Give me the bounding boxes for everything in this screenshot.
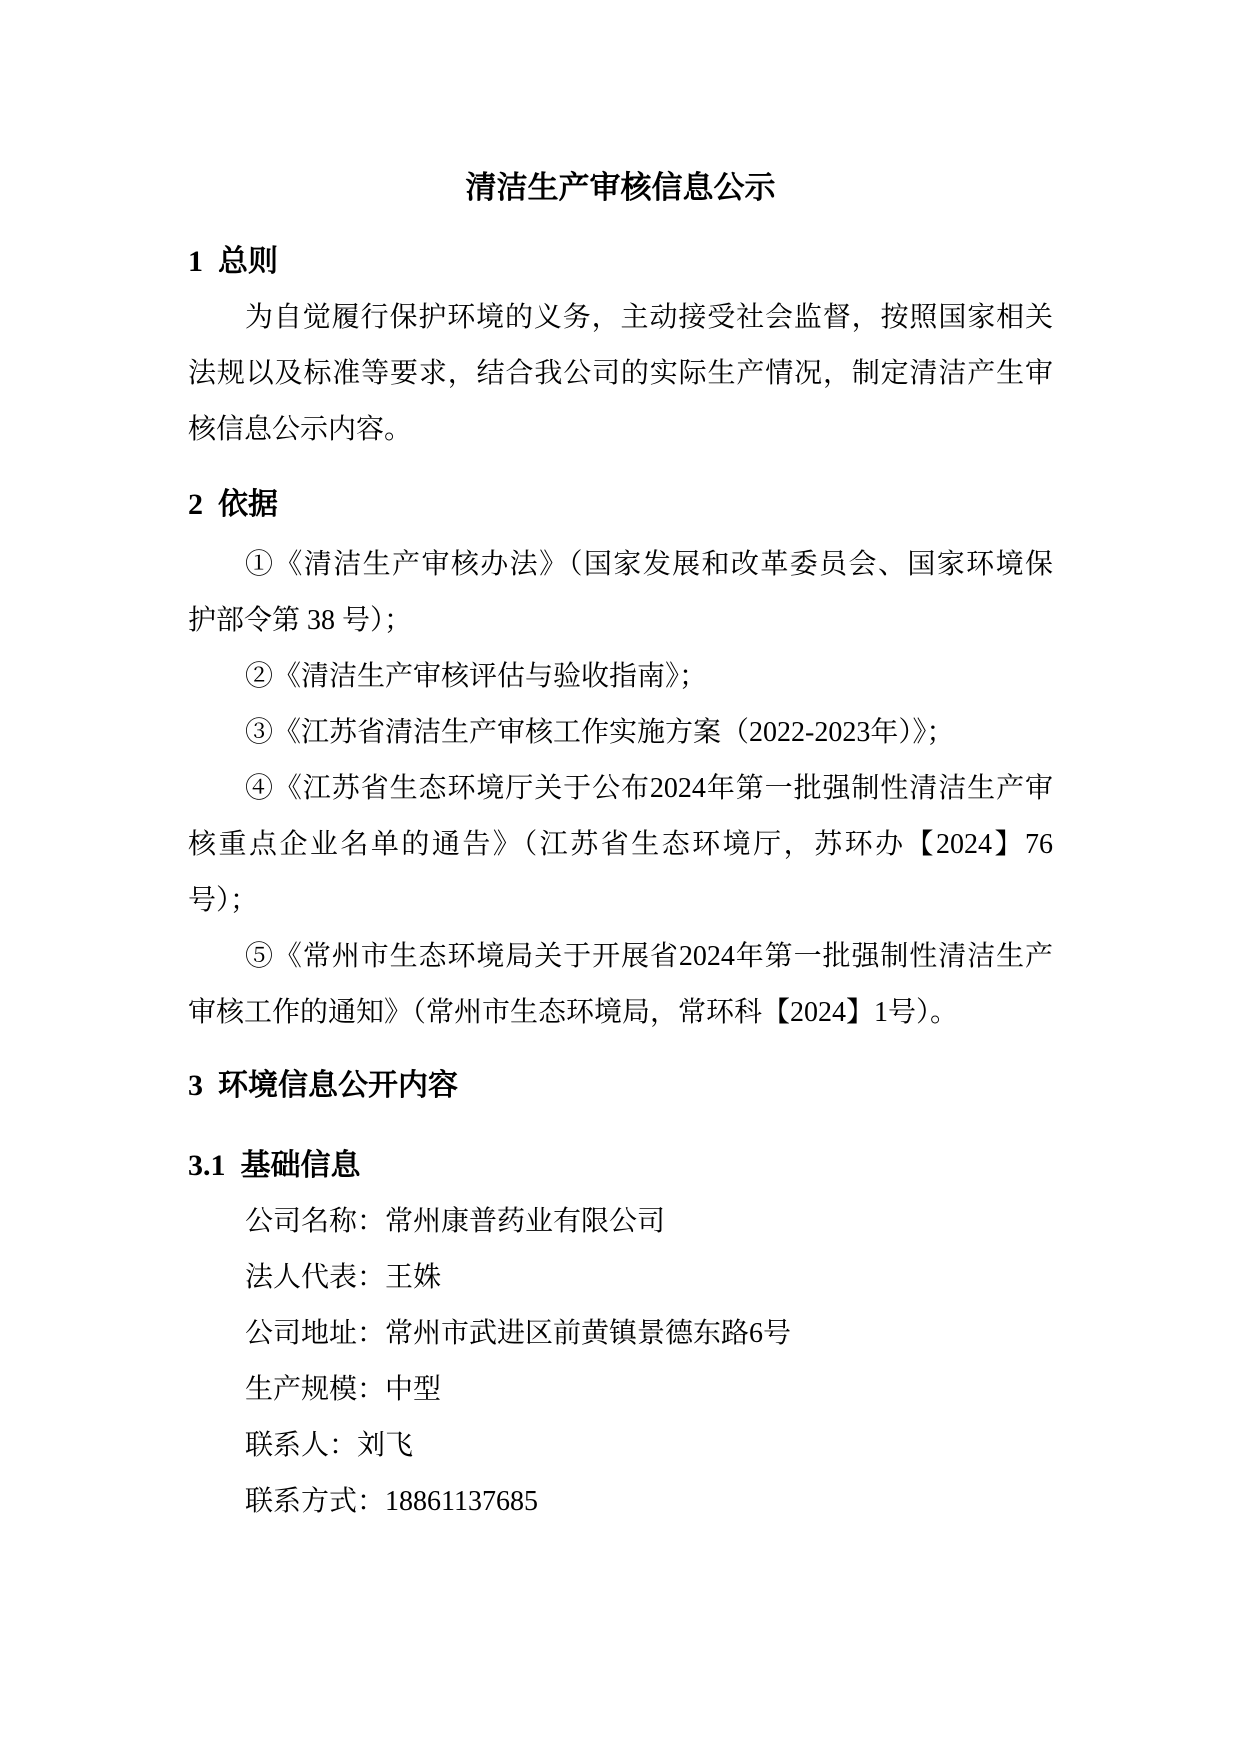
section-2-item-line: 审核工作的通知》（常州市生态环境局，常环科【2024】1号）。 (188, 997, 959, 1028)
section-2-item-line: 护部令第 38 号）； (188, 605, 413, 636)
section-2-item-line: ①《清洁生产审核办法》（国家发展和改革委员会、国家环境保 (245, 549, 1053, 580)
contact-person-line: 联系人：刘飞 (245, 1430, 414, 1461)
contact-phone-line: 联系方式：18861137685 (245, 1486, 538, 1517)
document-title: 清洁生产审核信息公示 (465, 170, 776, 205)
section-2-heading: 2 依据 (188, 488, 278, 521)
production-scale-line: 生产规模：中型 (245, 1374, 442, 1405)
section-1-heading: 1 总则 (188, 245, 278, 278)
section-1-paragraph-line: 核信息公示内容。 (188, 414, 413, 445)
legal-representative-line: 法人代表：王姝 (245, 1262, 442, 1293)
section-2-item-line: 号）； (188, 885, 259, 916)
section-2-item-line: ④《江苏省生态环境厅关于公布2024年第一批强制性清洁生产审 (245, 773, 1053, 804)
section-2-item-line: ⑤《常州市生态环境局关于开展省2024年第一批强制性清洁生产 (245, 941, 1053, 972)
company-address-line: 公司地址：常州市武进区前黄镇景德东路6号 (245, 1318, 792, 1349)
section-3-1-heading: 3.1 基础信息 (188, 1149, 361, 1182)
section-3-heading: 3 环境信息公开内容 (188, 1069, 458, 1102)
section-2-item-line: 核重点企业名单的通告》（江苏省生态环境厅，苏环办【2024】76 (188, 829, 1053, 860)
section-1-paragraph-line: 为自觉履行保护环境的义务，主动接受社会监督，按照国家相关 (245, 302, 1053, 333)
section-2-item-line: ②《清洁生产审核评估与验收指南》； (245, 661, 708, 692)
section-1-paragraph-line: 法规以及标准等要求，结合我公司的实际生产情况，制定清洁产生审 (188, 358, 1053, 389)
section-2-item-line: ③《江苏省清洁生产审核工作实施方案（2022-2023年）》； (245, 717, 955, 748)
company-name-line: 公司名称：常州康普药业有限公司 (245, 1206, 666, 1237)
